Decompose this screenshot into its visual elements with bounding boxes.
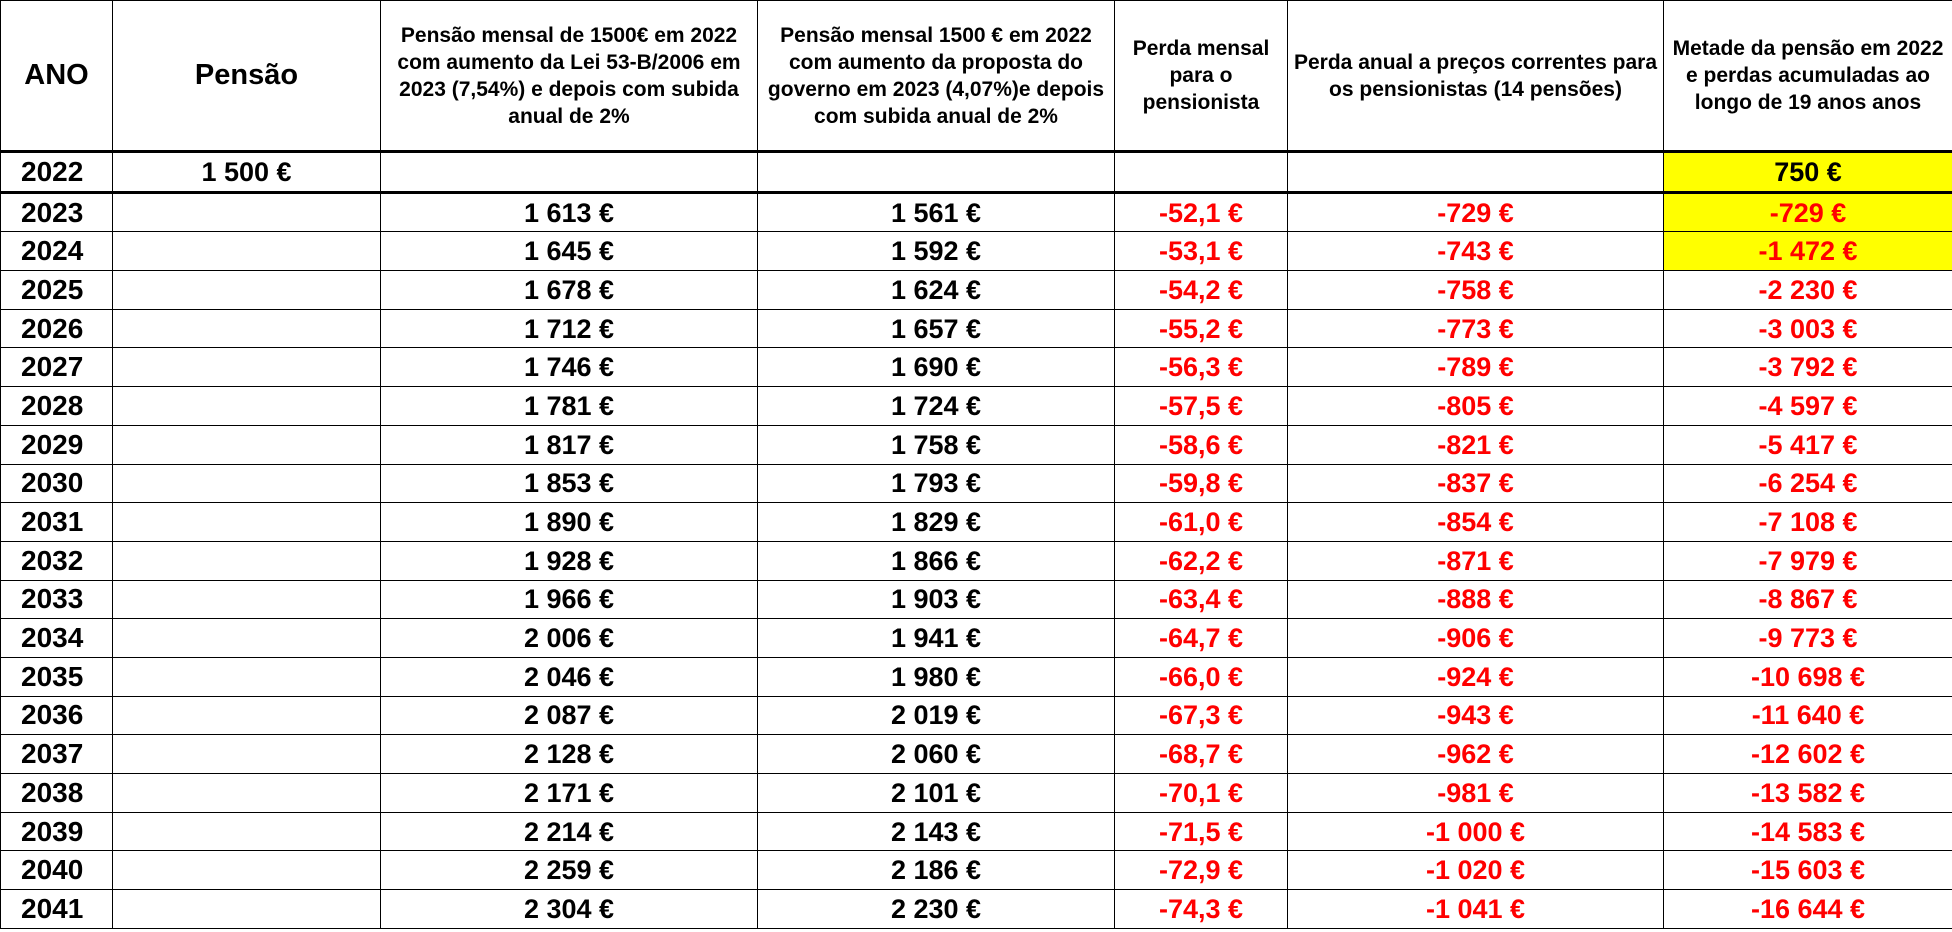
cell-year: 2029 <box>1 425 113 464</box>
cell-lei: 1 712 € <box>381 309 758 348</box>
cell-year: 2023 <box>1 192 113 232</box>
cell-anual: -962 € <box>1288 735 1664 774</box>
cell-acumulado: -14 583 € <box>1664 812 1952 851</box>
cell-year: 2025 <box>1 271 113 310</box>
header-row <box>1 1 1952 152</box>
cell-gov: 1 624 € <box>758 271 1115 310</box>
cell-lei: 1 966 € <box>381 580 758 619</box>
cell-pensao <box>113 580 381 619</box>
table-row <box>1 657 1952 696</box>
cell-acumulado: -5 417 € <box>1664 425 1952 464</box>
cell-lei: 1 817 € <box>381 425 758 464</box>
cell-lei: 1 928 € <box>381 541 758 580</box>
cell-anual: -789 € <box>1288 348 1664 387</box>
cell-pensao <box>113 774 381 813</box>
cell-gov: 2 143 € <box>758 812 1115 851</box>
header-metade: Metade da pensão em 2022 e perdas acumuladas ao longo de 19 anos anos <box>1664 1 1952 152</box>
table-row <box>1 387 1952 426</box>
cell-pensao <box>113 735 381 774</box>
cell-anual: -1 020 € <box>1288 851 1664 890</box>
cell-year: 2030 <box>1 464 113 503</box>
table-row <box>1 580 1952 619</box>
table-row-2022 <box>1 152 1952 193</box>
cell-mensal: -72,9 € <box>1115 851 1288 890</box>
cell-mensal: -61,0 € <box>1115 503 1288 542</box>
cell-lei: 2 171 € <box>381 774 758 813</box>
table-row <box>1 464 1952 503</box>
cell-mensal: -52,1 € <box>1115 192 1288 232</box>
cell-anual: -943 € <box>1288 696 1664 735</box>
cell-gov: 1 980 € <box>758 657 1115 696</box>
cell-lei <box>381 152 758 193</box>
cell-year: 2028 <box>1 387 113 426</box>
cell-acumulado: -729 € <box>1664 192 1952 232</box>
cell-acumulado: -7 108 € <box>1664 503 1952 542</box>
cell-year: 2034 <box>1 619 113 658</box>
cell-gov: 2 230 € <box>758 890 1115 929</box>
cell-acumulado: -9 773 € <box>1664 619 1952 658</box>
cell-anual: -906 € <box>1288 619 1664 658</box>
cell-mensal <box>1115 152 1288 193</box>
cell-lei: 1 678 € <box>381 271 758 310</box>
cell-gov <box>758 152 1115 193</box>
cell-gov: 1 866 € <box>758 541 1115 580</box>
cell-acumulado: -3 792 € <box>1664 348 1952 387</box>
cell-mensal: -68,7 € <box>1115 735 1288 774</box>
cell-anual: -773 € <box>1288 309 1664 348</box>
cell-lei: 2 304 € <box>381 890 758 929</box>
table-row <box>1 774 1952 813</box>
table-row <box>1 696 1952 735</box>
table-row <box>1 503 1952 542</box>
cell-gov: 2 060 € <box>758 735 1115 774</box>
cell-anual: -1 000 € <box>1288 812 1664 851</box>
header-lei: Pensão mensal de 1500€ em 2022 com aumento da Lei 53-B/2006 em 2023 (7,54%) e depois com subida anual de 2% <box>381 1 758 152</box>
cell-year: 2027 <box>1 348 113 387</box>
cell-year: 2041 <box>1 890 113 929</box>
cell-year: 2039 <box>1 812 113 851</box>
cell-pensao <box>113 812 381 851</box>
cell-mensal: -59,8 € <box>1115 464 1288 503</box>
cell-pensao <box>113 387 381 426</box>
cell-mensal: -63,4 € <box>1115 580 1288 619</box>
cell-pensao <box>113 851 381 890</box>
cell-acumulado: -6 254 € <box>1664 464 1952 503</box>
header-pensao: Pensão <box>113 1 381 152</box>
cell-anual: -871 € <box>1288 541 1664 580</box>
cell-anual: -805 € <box>1288 387 1664 426</box>
table-row <box>1 232 1952 271</box>
cell-lei: 1 746 € <box>381 348 758 387</box>
table-row <box>1 348 1952 387</box>
cell-year: 2024 <box>1 232 113 271</box>
table-row <box>1 425 1952 464</box>
cell-acumulado: -1 472 € <box>1664 232 1952 271</box>
cell-acumulado: -10 698 € <box>1664 657 1952 696</box>
cell-pensao <box>113 232 381 271</box>
cell-mensal: -66,0 € <box>1115 657 1288 696</box>
cell-lei: 1 645 € <box>381 232 758 271</box>
cell-year: 2038 <box>1 774 113 813</box>
cell-anual: -729 € <box>1288 192 1664 232</box>
cell-mensal: -58,6 € <box>1115 425 1288 464</box>
cell-anual: -821 € <box>1288 425 1664 464</box>
header-ano: ANO <box>1 1 113 152</box>
cell-lei: 2 214 € <box>381 812 758 851</box>
cell-mensal: -57,5 € <box>1115 387 1288 426</box>
cell-mensal: -64,7 € <box>1115 619 1288 658</box>
cell-gov: 1 724 € <box>758 387 1115 426</box>
table-row <box>1 192 1952 232</box>
cell-gov: 2 019 € <box>758 696 1115 735</box>
cell-year: 2032 <box>1 541 113 580</box>
cell-anual: -888 € <box>1288 580 1664 619</box>
cell-gov: 1 758 € <box>758 425 1115 464</box>
table-row <box>1 541 1952 580</box>
cell-gov: 1 592 € <box>758 232 1115 271</box>
cell-lei: 1 890 € <box>381 503 758 542</box>
cell-acumulado: -4 597 € <box>1664 387 1952 426</box>
cell-lei: 2 128 € <box>381 735 758 774</box>
cell-pensao <box>113 192 381 232</box>
cell-anual: -981 € <box>1288 774 1664 813</box>
cell-pensao <box>113 271 381 310</box>
cell-acumulado: -7 979 € <box>1664 541 1952 580</box>
header-perda-anual: Perda anual a preços correntes para os pensionistas (14 pensões) <box>1288 1 1664 152</box>
cell-mensal: -54,2 € <box>1115 271 1288 310</box>
cell-year: 2026 <box>1 309 113 348</box>
cell-pensao <box>113 696 381 735</box>
cell-metade: 750 € <box>1664 152 1952 193</box>
cell-lei: 2 087 € <box>381 696 758 735</box>
cell-acumulado: -8 867 € <box>1664 580 1952 619</box>
cell-mensal: -67,3 € <box>1115 696 1288 735</box>
cell-acumulado: -2 230 € <box>1664 271 1952 310</box>
cell-acumulado: -13 582 € <box>1664 774 1952 813</box>
cell-gov: 1 561 € <box>758 192 1115 232</box>
cell-lei: 1 613 € <box>381 192 758 232</box>
table-row <box>1 735 1952 774</box>
cell-pensao <box>113 348 381 387</box>
cell-lei: 2 259 € <box>381 851 758 890</box>
table-row <box>1 309 1952 348</box>
cell-pensao <box>113 657 381 696</box>
cell-lei: 1 853 € <box>381 464 758 503</box>
table-row <box>1 619 1952 658</box>
cell-anual: -1 041 € <box>1288 890 1664 929</box>
cell-year: 2033 <box>1 580 113 619</box>
cell-acumulado: -11 640 € <box>1664 696 1952 735</box>
cell-acumulado: -15 603 € <box>1664 851 1952 890</box>
cell-pensao: 1 500 € <box>113 152 381 193</box>
cell-mensal: -70,1 € <box>1115 774 1288 813</box>
cell-gov: 1 657 € <box>758 309 1115 348</box>
cell-anual: -924 € <box>1288 657 1664 696</box>
cell-anual <box>1288 152 1664 193</box>
cell-pensao <box>113 619 381 658</box>
cell-anual: -758 € <box>1288 271 1664 310</box>
cell-gov: 2 101 € <box>758 774 1115 813</box>
cell-lei: 2 006 € <box>381 619 758 658</box>
cell-anual: -743 € <box>1288 232 1664 271</box>
cell-acumulado: -12 602 € <box>1664 735 1952 774</box>
cell-pensao <box>113 541 381 580</box>
cell-pensao <box>113 464 381 503</box>
cell-year: 2036 <box>1 696 113 735</box>
cell-pensao <box>113 503 381 542</box>
table-row <box>1 271 1952 310</box>
cell-year: 2031 <box>1 503 113 542</box>
cell-pensao <box>113 890 381 929</box>
cell-pensao <box>113 309 381 348</box>
cell-gov: 1 690 € <box>758 348 1115 387</box>
cell-anual: -837 € <box>1288 464 1664 503</box>
cell-lei: 1 781 € <box>381 387 758 426</box>
cell-gov: 1 793 € <box>758 464 1115 503</box>
cell-pensao <box>113 425 381 464</box>
cell-gov: 1 903 € <box>758 580 1115 619</box>
cell-mensal: -62,2 € <box>1115 541 1288 580</box>
cell-year: 2040 <box>1 851 113 890</box>
cell-mensal: -53,1 € <box>1115 232 1288 271</box>
cell-gov: 2 186 € <box>758 851 1115 890</box>
cell-mensal: -74,3 € <box>1115 890 1288 929</box>
cell-anual: -854 € <box>1288 503 1664 542</box>
cell-year: 2035 <box>1 657 113 696</box>
cell-gov: 1 941 € <box>758 619 1115 658</box>
header-governo: Pensão mensal 1500 € em 2022 com aumento da proposta do governo em 2023 (4,07%)e depois com subida anual de 2% <box>758 1 1115 152</box>
table-row <box>1 812 1952 851</box>
cell-mensal: -71,5 € <box>1115 812 1288 851</box>
cell-year: 2037 <box>1 735 113 774</box>
cell-gov: 1 829 € <box>758 503 1115 542</box>
cell-acumulado: -3 003 € <box>1664 309 1952 348</box>
cell-year: 2022 <box>1 152 113 193</box>
table-row <box>1 851 1952 890</box>
cell-mensal: -55,2 € <box>1115 309 1288 348</box>
cell-mensal: -56,3 € <box>1115 348 1288 387</box>
table-row <box>1 890 1952 929</box>
cell-lei: 2 046 € <box>381 657 758 696</box>
cell-acumulado: -16 644 € <box>1664 890 1952 929</box>
header-perda-mensal: Perda mensal para o pensionista <box>1115 1 1288 152</box>
